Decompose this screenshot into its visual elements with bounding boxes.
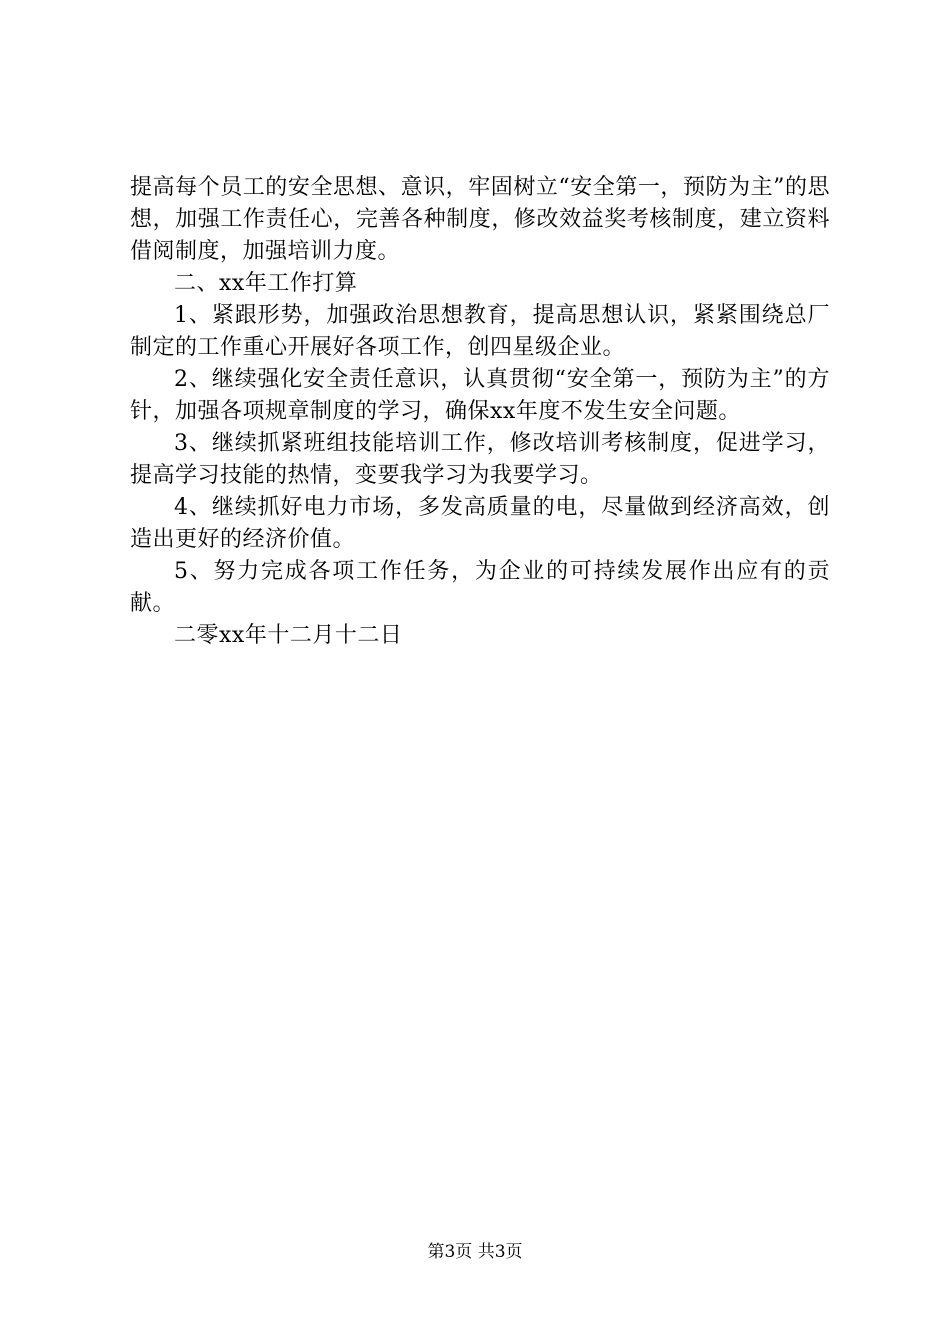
list-item: 5、努力完成各项工作任务，为企业的可持续发展作出应有的贡献。 [130, 559, 830, 616]
list-item: 1、紧跟形势，加强政治思想教育，提高思想认识，紧紧围绕总厂制定的工作重心开展好各项工作，创四星级企业。 [130, 303, 830, 360]
list-item: 3、继续抓紧班组技能培训工作，修改培训考核制度，促进学习，提高学习技能的热情，变要我学习为我要学习。 [130, 431, 830, 488]
document-body [130, 172, 830, 652]
list-item: 2、继续强化安全责任意识，认真贯彻“安全第一，预防为主”的方针，加强各项规章制度的学习，确保xx年度不发生安全问题。 [130, 367, 830, 424]
page-footer: 第3页 共3页 [427, 1242, 523, 1262]
section-heading: 二、xx年工作打算 [174, 271, 358, 296]
list-item: 4、继续抓好电力市场，多发高质量的电，尽量做到经济高效，创造出更好的经济价值。 [130, 495, 830, 552]
paragraph-continuation: 提高每个员工的安全思想、意识，牢固树立“安全第一，预防为主”的思想，加强工作责任心，完善各种制度，修改效益奖考核制度，建立资料借阅制度，加强培训力度。 [130, 175, 830, 264]
document-date: 二零xx年十二月十二日 [174, 623, 403, 648]
